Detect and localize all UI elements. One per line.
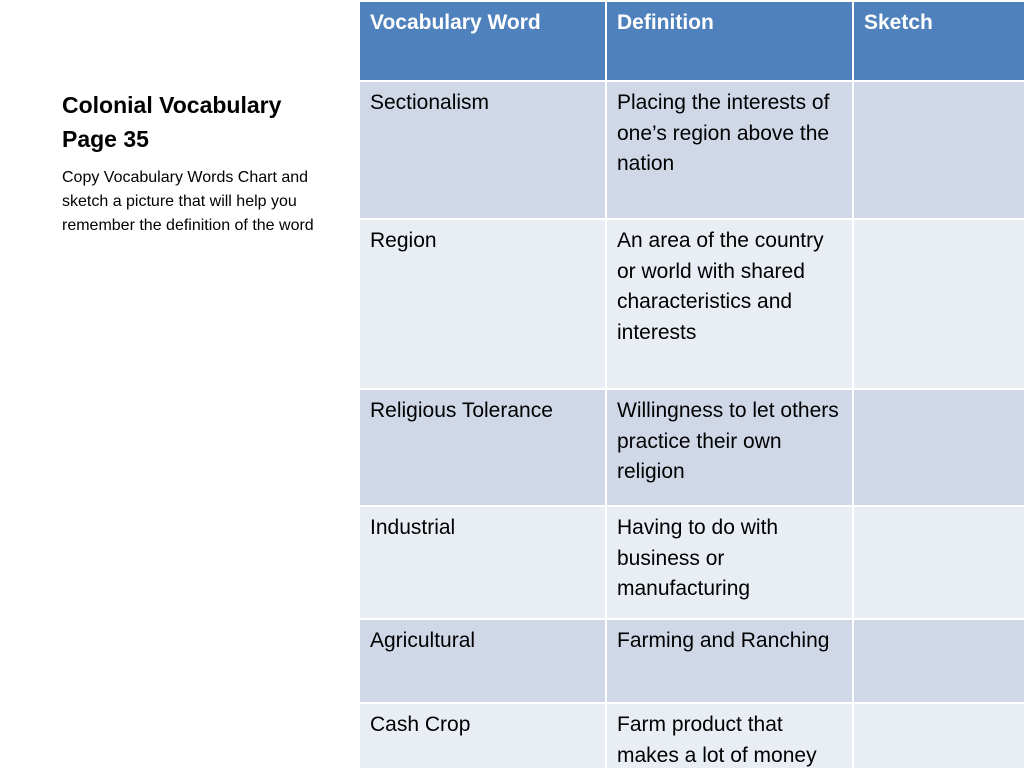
table-row — [359, 81, 1024, 219]
sketch-cell — [853, 219, 1024, 389]
definition-cell: Willingness to let others practice their own religion — [606, 389, 853, 506]
definition-cell: Placing the interests of one’s region above the nation — [606, 81, 853, 219]
title-line-1: Colonial Vocabulary — [62, 92, 282, 118]
table-row — [359, 619, 1024, 703]
table-row — [359, 506, 1024, 619]
word-cell: Religious Tolerance — [359, 389, 606, 506]
word-cell: Cash Crop — [359, 703, 606, 768]
sketch-cell — [853, 81, 1024, 219]
instructions-line-1: Copy Vocabulary Words Chart and — [62, 169, 309, 186]
sketch-cell — [853, 703, 1024, 768]
table-row — [359, 389, 1024, 506]
header-vocabulary-word: Vocabulary Word — [359, 1, 606, 81]
definition-cell: Farm product that makes a lot of money — [606, 703, 853, 768]
header-definition: Definition — [606, 1, 853, 81]
definition-cell: Farming and Ranching — [606, 619, 853, 703]
header-sketch: Sketch — [853, 1, 1024, 81]
vocabulary-table — [358, 0, 1024, 768]
word-cell: Industrial — [359, 506, 606, 619]
definition-cell: Having to do with business or manufacturing — [606, 506, 853, 619]
instructions-line-2: sketch a picture that will help you — [62, 193, 297, 210]
instructions-line-3: remember the definition of the word — [62, 217, 314, 234]
word-cell: Sectionalism — [359, 81, 606, 219]
table-header-row — [359, 1, 1024, 81]
table-row — [359, 219, 1024, 389]
slide-title — [62, 88, 352, 156]
word-cell: Agricultural — [359, 619, 606, 703]
word-cell: Region — [359, 219, 606, 389]
definition-cell: An area of the country or world with shared characteristics and interests — [606, 219, 853, 389]
sketch-cell — [853, 506, 1024, 619]
title-line-2: Page 35 — [62, 126, 149, 152]
sketch-cell — [853, 619, 1024, 703]
instructions — [62, 166, 362, 238]
sketch-cell — [853, 389, 1024, 506]
table-row — [359, 703, 1024, 768]
